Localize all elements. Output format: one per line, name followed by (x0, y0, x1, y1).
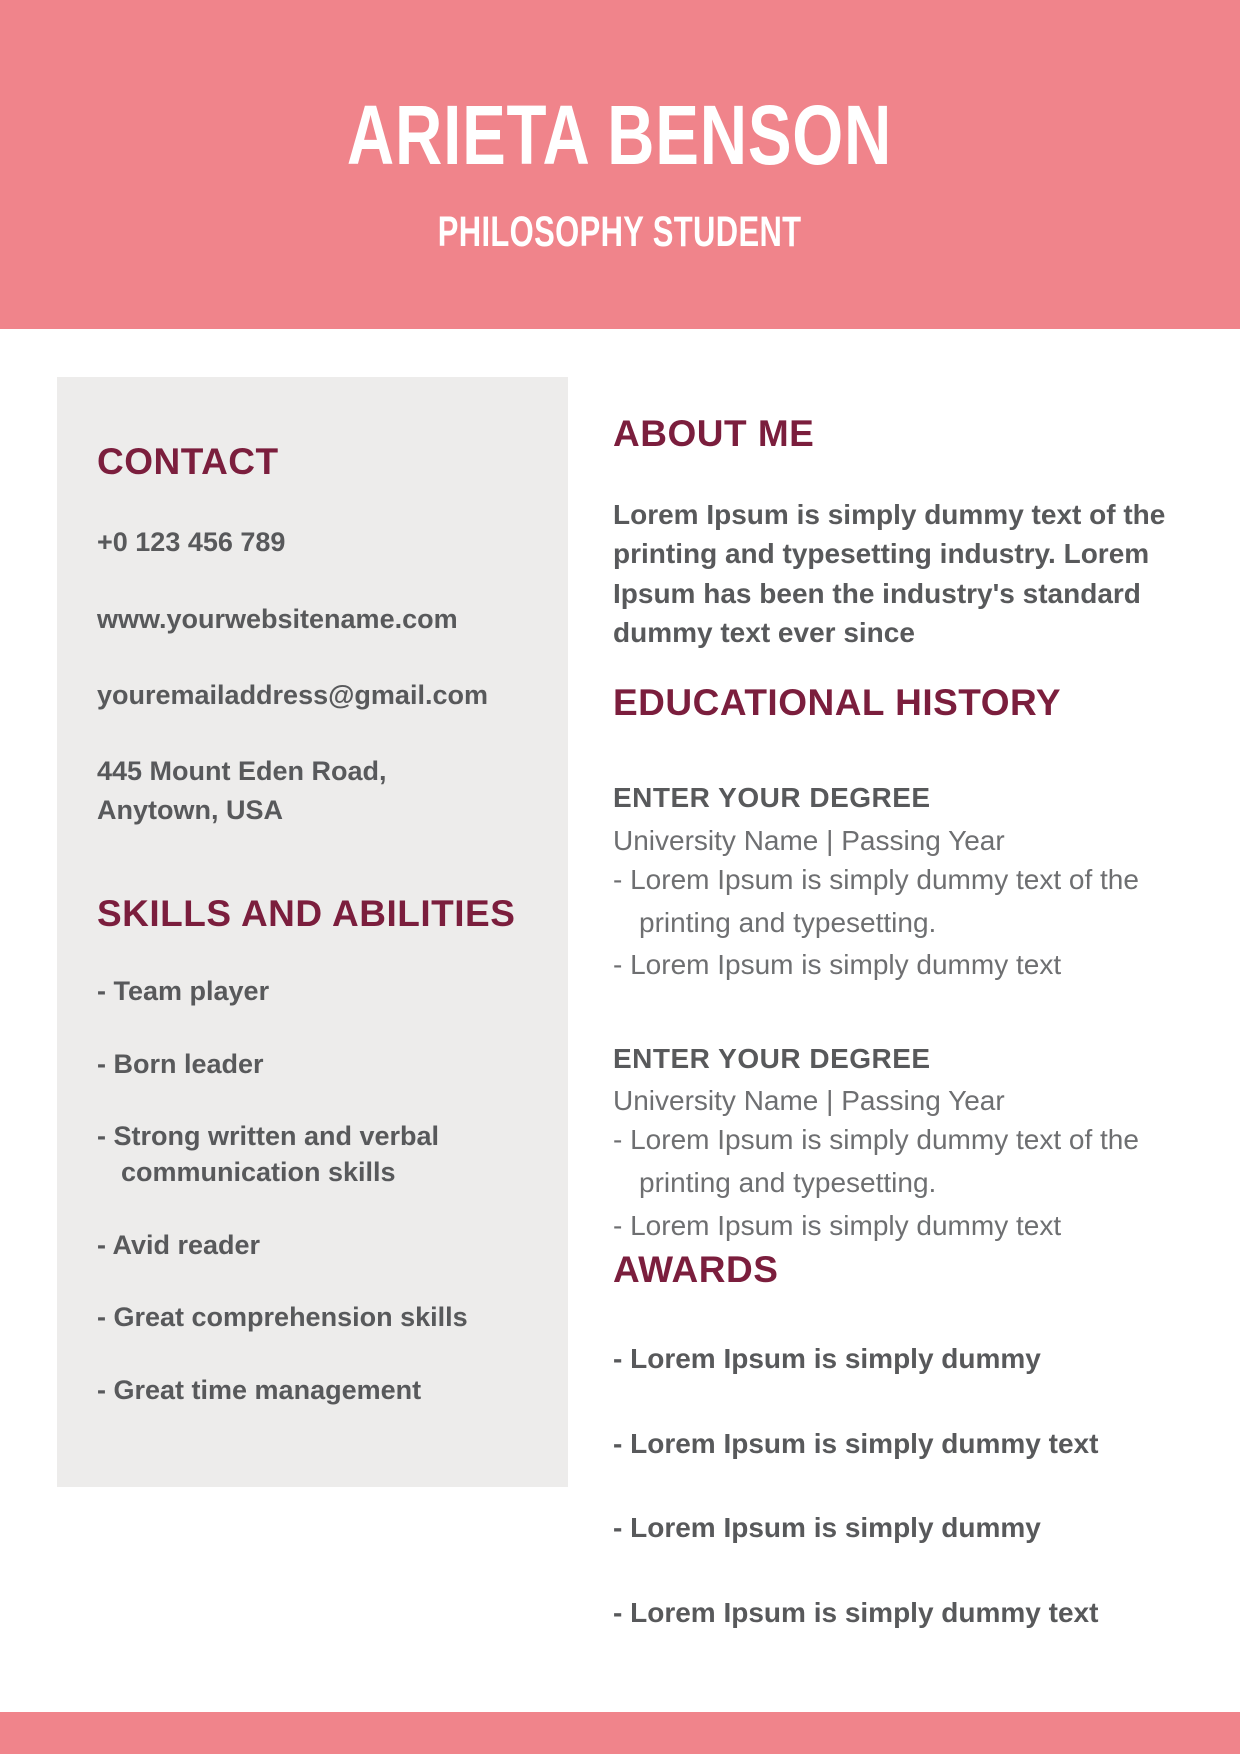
awards-list (613, 1341, 1203, 1631)
skill-item: - Strong written and verbal communication skills (97, 1119, 538, 1190)
skill-item: - Great comprehension skills (97, 1300, 538, 1336)
award-item: - Lorem Ipsum is simply dummy text (613, 1595, 1203, 1631)
university-and-year: University Name | Passing Year (613, 1085, 1005, 1117)
education-bullet: - Lorem Ipsum is simply dummy text (613, 944, 1203, 987)
university-and-year: University Name | Passing Year (613, 824, 1005, 856)
footer-banner (0, 1712, 1240, 1754)
awards-section (613, 1247, 1203, 1631)
skill-item: - Avid reader (97, 1228, 538, 1264)
award-item: - Lorem Ipsum is simply dummy text (613, 1426, 1203, 1462)
degree-title: ENTER YOUR DEGREE (613, 1042, 931, 1074)
phone-number: +0 123 456 789 (97, 527, 286, 558)
postal-address (97, 752, 538, 829)
sidebar (57, 377, 568, 1487)
person-job-title: PHILOSOPHY STUDENT (438, 208, 802, 256)
address-line-1: 445 Mount Eden Road, (97, 756, 387, 787)
education-entries (613, 780, 1203, 1247)
education-bullet: - Lorem Ipsum is simply dummy text (613, 1205, 1203, 1248)
header-banner (0, 0, 1240, 329)
person-name: ARIETA BENSON (347, 88, 893, 182)
education-section (613, 680, 1203, 1247)
about-paragraph: Lorem Ipsum is simply dummy text of the printing and typesetting industry. Lorem Ipsum has been the industry's standard dummy text ever since (613, 499, 1166, 648)
skills-section (97, 891, 538, 1409)
education-entry (613, 780, 1203, 986)
contact-section (97, 439, 538, 829)
award-item: - Lorem Ipsum is simply dummy (613, 1341, 1203, 1377)
education-bullet: - Lorem Ipsum is simply dummy text of the printing and typesetting. (613, 1119, 1203, 1204)
main-column (613, 329, 1203, 1631)
skills-heading: SKILLS AND ABILITIES (97, 892, 516, 934)
address-line-2: Anytown, USA (97, 794, 283, 825)
contact-heading: CONTACT (97, 441, 279, 482)
skills-list (97, 974, 538, 1408)
awards-heading: AWARDS (613, 1249, 779, 1291)
skill-item: - Great time management (97, 1373, 538, 1409)
skill-item: - Born leader (97, 1047, 538, 1083)
education-heading: EDUCATIONAL HISTORY (613, 682, 1062, 723)
skill-item: - Team player (97, 974, 538, 1010)
degree-title: ENTER YOUR DEGREE (613, 782, 931, 814)
email-address: youremailaddress@gmail.com (97, 679, 488, 710)
education-bullet: - Lorem Ipsum is simply dummy text of the printing and typesetting. (613, 859, 1203, 944)
about-section (613, 411, 1203, 652)
page-body (0, 329, 1240, 1631)
award-item: - Lorem Ipsum is simply dummy (613, 1510, 1203, 1546)
website-url: www.yourwebsitename.com (97, 603, 458, 634)
about-heading: ABOUT ME (613, 413, 815, 454)
education-bullets (613, 1119, 1203, 1247)
education-entry (613, 1041, 1203, 1247)
education-bullets (613, 859, 1203, 987)
